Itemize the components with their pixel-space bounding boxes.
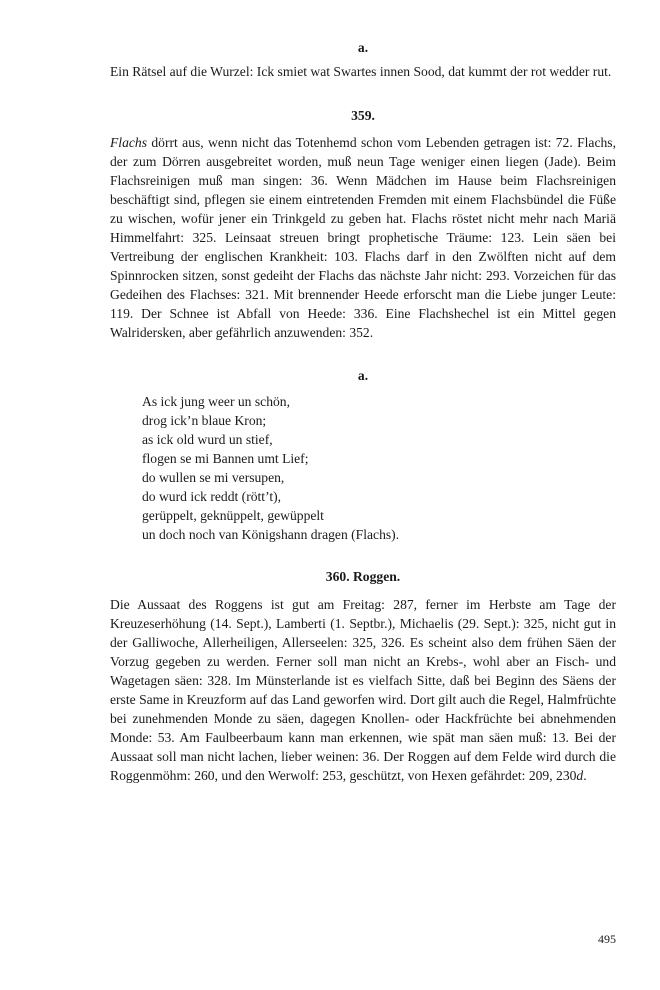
verse-line: gerüppelt, geknüppelt, gewüppelt	[142, 508, 324, 523]
verse-line: drog ick’n blaue Kron;	[142, 413, 267, 428]
flachs-paragraph	[110, 133, 616, 342]
section-heading-359: 359.	[351, 108, 375, 123]
flachs-riddle-verse	[142, 392, 616, 544]
roggen-paragraph	[110, 595, 616, 785]
verse-line: do wurd ick reddt (rött’t),	[142, 489, 282, 504]
verse-line: un doch noch van Königshann dragen (Flachs).	[142, 527, 400, 542]
verse-line: flogen se mi Bannen umt Lief;	[142, 451, 309, 466]
roggen-trailing-punct: .	[583, 768, 587, 783]
roggen-paragraph-text: Die Aussaat des Roggens ist gut am Freitag: 287, ferner im Herbste am Tage der Kreuzeserhöhung (14. Sept.), Lamberti (1. Septbr.), Michaelis (29. Sept.): 325, nicht gut in der Galliwoche, Allerheiligen, Allerseelen: 325, 326. Es scheint also dem frühen Säen der Vorzug gegeben zu werden. Ferner soll man nicht an Krebs-, wohl aber an Fisch- und Wagetagen säen: 328. Im Münsterlande ist es vielfach Sitte, daß bei Beginn des Säens der erste Same in Kreuzform auf das Land geworfen wird. Dort gilt auch die Regel, Halmfrüchte bei zunehmenden Monde zu säen, dagegen Knollen- oder Hackfrüchte bei abnehmenden Monde: 53. Am Faulbeerbaum kann man erkennen, wie spät man säen muß: 13. Bei der Aussaat soll man nicht lachen, lieber weinen: 36. Der Roggen auf dem Felde wird durch die Roggenmöhm: 260, und den Werwolf: 253, geschützt, von Hexen gefährdet: 209, 230	[110, 597, 616, 783]
verse-line: as ick old wurd un stief,	[142, 432, 273, 447]
page-content	[110, 38, 616, 785]
lead-word-flachs: Flachs	[110, 135, 147, 150]
verse-line: As ick jung weer un schön,	[142, 394, 290, 409]
flachs-paragraph-text: dörrt aus, wenn nicht das Totenhemd schon vom Lebenden getragen ist: 72. Flachs, der zum Dörren ausgebreitet worden, muß neun Tage weniger einen liegen (Jade). Beim Flachsreinigen muß man singen: 36. Wenn Mädchen im Hause beim Flachsreinigen beschäftigt sind, pflegen sie einem eintretenden Fremden mit einem Flachsbündel die Füße zu wischen, wofür jener ein Trinkgeld zu geben hat. Flachs röstet nicht mehr nach Mariä Himmelfahrt: 325. Leinsaat streuen bringt prophetische Träume: 123. Lein säen bei Vertreibung der englischen Krankheit: 103. Flachs darf in den Zwölften nicht auf dem Spinnrocken sitzen, sonst gedeiht der Flachs das nächste Jahr nicht: 293. Vorzeichen für das Gedeihen des Flachses: 321. Mit brennender Heede erforscht man die Liebe junger Leute: 119. Der Schnee ist Abfall von Heede: 336. Eine Flachshechel ist ein Mittel gegen Walridersken, aber gefährlich anzuwenden: 352.	[110, 135, 616, 340]
page-number: 495	[598, 932, 616, 946]
verse-line: do wullen se mi versupen,	[142, 470, 285, 485]
riddle-paragraph: Ein Rätsel auf die Wurzel: Ick smiet wat Swartes innen Sood, dat kummt der rot wedder rut.	[110, 64, 612, 79]
section-heading-a: a.	[357, 40, 369, 55]
section-heading-360: 360. Roggen.	[325, 569, 401, 584]
section-heading-a-verse: a.	[357, 368, 369, 383]
roggen-trailing-italic: d	[576, 768, 584, 783]
